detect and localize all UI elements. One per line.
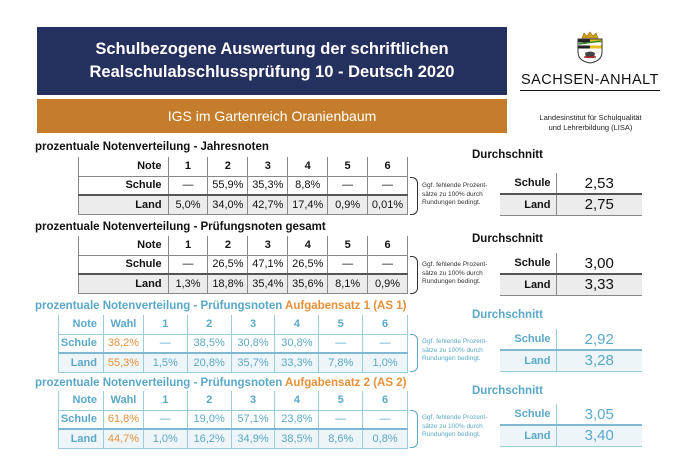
row-label: Land	[79, 274, 169, 293]
col-header-4: 4	[275, 391, 319, 410]
average-label: Land	[500, 194, 556, 215]
average-value: 2,75	[556, 194, 642, 215]
institute-line-2: und Lehrerbildung (LISA)	[548, 122, 633, 132]
rounding-note	[422, 414, 508, 440]
section-title-accent: Aufgabensatz 2 (AS 2)	[285, 377, 407, 389]
average-row-schule	[500, 253, 642, 274]
cell: 0,01%	[368, 195, 408, 214]
school-banner	[37, 99, 507, 133]
cell: 0,8%	[363, 429, 408, 448]
col-header-6: 6	[368, 157, 408, 176]
coat-of-arms-icon	[574, 30, 606, 64]
cell: 23,8%	[275, 410, 319, 429]
cell: 18,8%	[208, 274, 248, 293]
table-row-land	[59, 429, 408, 448]
cell: —	[168, 255, 208, 274]
col-header-3: 3	[231, 391, 275, 410]
cell: 26,5%	[288, 255, 328, 274]
col-header-1: 1	[143, 391, 187, 410]
cell: —	[368, 255, 408, 274]
average-title: Durchschnitt	[472, 309, 543, 321]
school-name: IGS im Gartenreich Oranienbaum	[167, 108, 377, 124]
cell: —	[319, 410, 363, 429]
col-header-4: 4	[288, 236, 328, 255]
average-row-land	[500, 425, 642, 446]
cell: 8,1%	[328, 274, 368, 293]
institute-name	[518, 113, 663, 132]
average-value: 3,28	[556, 350, 642, 371]
cell: 33,3%	[275, 353, 319, 372]
cell: 30,8%	[275, 334, 319, 353]
col-header-6: 6	[363, 391, 408, 410]
cell: 42,7%	[248, 195, 288, 214]
note-line: Ggf. fehlende Prozent-	[422, 414, 488, 421]
cell: 57,1%	[231, 410, 275, 429]
average-row-schule	[500, 329, 642, 350]
col-header-3: 3	[248, 157, 288, 176]
cell: 38,5%	[275, 429, 319, 448]
average-label: Schule	[500, 329, 556, 350]
cell: 7,8%	[319, 353, 363, 372]
col-header-5: 5	[319, 391, 363, 410]
brand-name: SACHSEN-ANHALT	[520, 72, 660, 91]
cell: —	[363, 410, 408, 429]
cell: 38,5%	[187, 334, 231, 353]
average-label: Land	[500, 274, 556, 295]
average-row-schule	[500, 173, 642, 194]
average-row-land	[500, 350, 642, 371]
table-row-schule	[59, 334, 408, 353]
row-label: Schule	[79, 176, 169, 195]
title-banner	[37, 27, 507, 95]
section-3-table	[58, 315, 408, 373]
section-2-average	[500, 253, 642, 296]
average-label: Schule	[500, 173, 556, 194]
brace-icon	[410, 256, 418, 294]
col-header-4: 4	[288, 157, 328, 176]
cell: 35,3%	[248, 176, 288, 195]
wahl-cell: 38,2%	[103, 334, 143, 353]
col-header-note: Note	[59, 315, 104, 334]
col-header-1: 1	[143, 315, 187, 334]
average-title: Durchschnitt	[472, 149, 543, 161]
cell: —	[143, 334, 187, 353]
row-label: Schule	[59, 334, 104, 353]
table-row-schule	[79, 255, 408, 274]
section-1-title: prozentuale Notenverteilung - Jahresnoten	[35, 141, 269, 153]
average-value: 3,40	[556, 425, 642, 446]
cell: 34,9%	[231, 429, 275, 448]
sachsen-anhalt-logo	[520, 30, 660, 91]
cell: —	[168, 176, 208, 195]
cell: —	[368, 176, 408, 195]
col-header-1: 1	[168, 236, 208, 255]
average-row-land	[500, 274, 642, 295]
row-label: Schule	[79, 255, 169, 274]
average-label: Schule	[500, 404, 556, 425]
col-header-2: 2	[187, 391, 231, 410]
note-line: sätze zu 100% durch	[422, 190, 483, 198]
note-line: Rundungen bedingt.	[422, 278, 481, 285]
cell: —	[328, 255, 368, 274]
rounding-note	[422, 182, 508, 208]
table-row-land	[59, 353, 408, 372]
cell: 1,3%	[168, 274, 208, 293]
cell: 1,5%	[143, 353, 187, 372]
note-line: sätze zu 100% durch	[422, 422, 483, 430]
average-value: 2,53	[556, 173, 642, 194]
note-line: Rundungen bedingt.	[422, 355, 481, 362]
cell: 8,6%	[319, 429, 363, 448]
average-title: Durchschnitt	[472, 385, 543, 397]
header-row	[59, 315, 408, 334]
note-line: sätze zu 100% durch	[422, 269, 483, 277]
cell: —	[143, 410, 187, 429]
average-value: 3,00	[556, 253, 642, 274]
section-title-main: prozentuale Notenverteilung - Prüfungsnoten	[35, 377, 286, 389]
section-1-table	[78, 157, 408, 215]
wahl-cell: 44,7%	[103, 429, 143, 448]
cell: 34,0%	[208, 195, 248, 214]
average-label: Land	[500, 350, 556, 371]
average-title: Durchschnitt	[472, 233, 543, 245]
note-line: Ggf. fehlende Prozent-	[422, 182, 488, 189]
cell: 35,4%	[248, 274, 288, 293]
wahl-cell: 61,8%	[103, 410, 143, 429]
note-line: Ggf. fehlende Prozent-	[422, 261, 488, 268]
col-header-6: 6	[363, 315, 408, 334]
institute-line-1: Landesinstitut für Schulqualität	[539, 113, 642, 122]
cell: 17,4%	[288, 195, 328, 214]
section-4-average	[500, 404, 642, 447]
note-line: Ggf. fehlende Prozent-	[422, 338, 488, 345]
cell: —	[363, 334, 408, 353]
cell: 47,1%	[248, 255, 288, 274]
col-header-note: Note	[79, 236, 169, 255]
col-header-3: 3	[231, 315, 275, 334]
cell: 30,8%	[231, 334, 275, 353]
brace-icon	[410, 410, 418, 448]
average-label: Land	[500, 425, 556, 446]
brace-icon	[410, 177, 418, 215]
cell: 35,6%	[288, 274, 328, 293]
average-label: Schule	[500, 253, 556, 274]
cell: 0,9%	[368, 274, 408, 293]
col-header-5: 5	[328, 157, 368, 176]
header-row	[79, 157, 408, 176]
cell: 5,0%	[168, 195, 208, 214]
section-title-accent: Aufgabensatz 1 (AS 1)	[285, 300, 407, 312]
cell: 1,0%	[363, 353, 408, 372]
col-header-4: 4	[275, 315, 319, 334]
cell: 1,0%	[143, 429, 187, 448]
average-value: 3,05	[556, 404, 642, 425]
section-2-title: prozentuale Notenverteilung - Prüfungsnoten gesamt	[35, 221, 326, 233]
cell: 19,0%	[187, 410, 231, 429]
col-header-wahl: Wahl	[103, 391, 143, 410]
col-header-wahl: Wahl	[103, 315, 143, 334]
average-value: 2,92	[556, 329, 642, 350]
average-row-schule	[500, 404, 642, 425]
row-label: Land	[59, 429, 104, 448]
section-4-table	[58, 391, 408, 449]
cell: 8,8%	[288, 176, 328, 195]
cell: 35,7%	[231, 353, 275, 372]
section-2-table	[78, 236, 408, 294]
average-value: 3,33	[556, 274, 642, 295]
cell: 20,8%	[187, 353, 231, 372]
cell: —	[319, 334, 363, 353]
col-header-2: 2	[208, 157, 248, 176]
col-header-1: 1	[168, 157, 208, 176]
note-line: sätze zu 100% durch	[422, 346, 483, 354]
col-header-note: Note	[79, 157, 169, 176]
cell: 55,9%	[208, 176, 248, 195]
row-label: Land	[79, 195, 169, 214]
header-row	[79, 236, 408, 255]
title-line-2: Realschulabschlussprüfung 10 - Deutsch 2020	[89, 63, 455, 81]
table-row-land	[79, 274, 408, 293]
section-3-average	[500, 329, 642, 372]
table-row-schule	[59, 410, 408, 429]
col-header-5: 5	[319, 315, 363, 334]
cell: 26,5%	[208, 255, 248, 274]
cell: 16,2%	[187, 429, 231, 448]
section-4-title	[35, 377, 406, 389]
header-row	[59, 391, 408, 410]
row-label: Land	[59, 353, 104, 372]
rounding-note	[422, 261, 508, 287]
col-header-5: 5	[328, 236, 368, 255]
note-line: Rundungen bedingt.	[422, 199, 481, 206]
col-header-2: 2	[208, 236, 248, 255]
row-label: Schule	[59, 410, 104, 429]
section-title-main: prozentuale Notenverteilung - Prüfungsnoten	[35, 300, 286, 312]
brace-icon	[410, 334, 418, 372]
section-1-average	[500, 173, 642, 216]
cell: 0,9%	[328, 195, 368, 214]
rounding-note	[422, 338, 508, 364]
col-header-3: 3	[248, 236, 288, 255]
col-header-6: 6	[368, 236, 408, 255]
cell: —	[328, 176, 368, 195]
table-row-land	[79, 195, 408, 214]
title-line-1: Schulbezogene Auswertung der schriftlichen	[95, 40, 449, 58]
col-header-note: Note	[59, 391, 104, 410]
wahl-cell: 55,3%	[103, 353, 143, 372]
section-3-title	[35, 300, 406, 312]
col-header-2: 2	[187, 315, 231, 334]
note-line: Rundungen bedingt.	[422, 431, 481, 438]
average-row-land	[500, 194, 642, 215]
table-row-schule	[79, 176, 408, 195]
